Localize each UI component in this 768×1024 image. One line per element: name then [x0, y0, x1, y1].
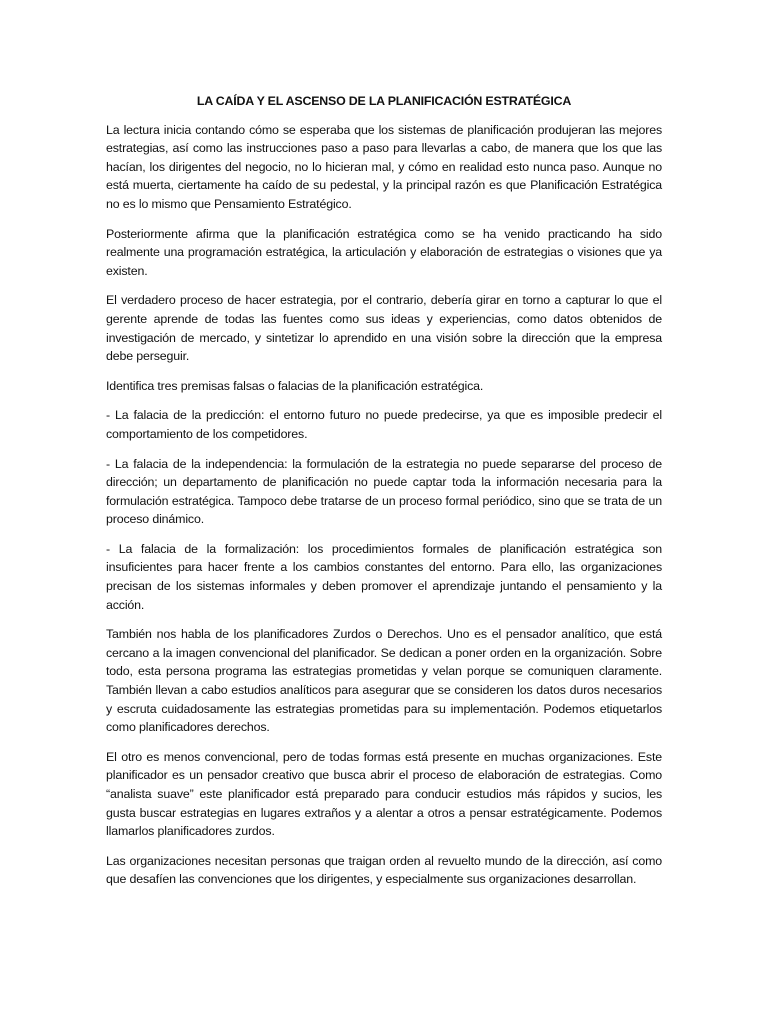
paragraph-left-planners: El otro es menos convencional, pero de todas formas está presente en muchas organizaciones. Este planificador es un pensador creativo que busca abrir el proceso de elaboración de estrategias. Como “analista suave” este planificador está preparado para conducir estudios más rápidos y sucios, les gusta buscar estrategias en lugares extraños y a alentar a otros a pensar estratégicamente. Podemos llamarlos planificadores zurdos. [106, 749, 662, 839]
paragraph-true-process: El verdadero proceso de hacer estrategia, por el contrario, debería girar en torno a capturar lo que el gerente aprende de todas las fuentes como sus ideas y experiencias, como datos obtenidos de investigación de mercado, y sintetizar lo aprendido en una visión sobre la dirección que la empresa debe perseguir. [106, 293, 662, 364]
document-title: LA CAÍDA Y EL ASCENSO DE LA PLANIFICACIÓN ESTRATÉGICA [196, 94, 572, 108]
paragraph-intro: La lectura inicia contando cómo se esperaba que los sistemas de planificación produjeran las mejores estrategias, así como las instrucciones paso a paso para llevarlas a cabo, de manera que los que las hacían, los dirigentes del negocio, no lo hicieran mal, y cómo en realidad esto nunca paso. Aunque no está muerta, ciertamente ha caído de su pedestal, y la principal razón es que Planificación Estratégica no es lo mismo que Pensamiento Estratégico. [106, 122, 662, 211]
document-page [106, 92, 662, 900]
paragraph-conclusion: Las organizaciones necesitan personas que traigan orden al revuelto mundo de la dirección, así como que desafíen las convenciones que los dirigentes, y especialmente sus organizaciones desarrollan. [106, 853, 662, 887]
paragraph-fallacy-prediction: - La falacia de la predicción: el entorno futuro no puede predecirse, ya que es imposible predecir el comportamiento de los competidores. [106, 408, 662, 441]
paragraph-programming: Posteriormente afirma que la planificación estratégica como se ha venido practicando ha sido realmente una programación estratégica, la articulación y elaboración de estrategias o visiones que ya existen. [106, 226, 662, 278]
paragraph-fallacy-formalization: - La falacia de la formalización: los procedimientos formales de planificación estratégica son insuficientes para hacer frente a los cambios constantes del entorno. Para ello, las organizaciones precisan de los sistemas informales y deben promover el aprendizaje juntando el pensamiento y la acción. [106, 541, 662, 612]
paragraph-fallacies-intro: Identifica tres premisas falsas o falacias de la planificación estratégica. [106, 378, 484, 393]
paragraph-right-planners: También nos habla de los planificadores Zurdos o Derechos. Uno es el pensador analítico, que está cercano a la imagen convencional del planificador. Se dedican a poner orden en la organización. Sobre todo, esta persona programa las estrategias prometidas y velan porque se comuniquen claramente. También llevan a cabo estudios analíticos para asegurar que se consideren los datos duros necesarios y escruta cuidadosamente las estrategias prometidas para su implementación. Podemos etiquetarlos como planificadores derechos. [106, 627, 662, 735]
paragraph-fallacy-independence: - La falacia de la independencia: la formulación de la estrategia no puede separarse del proceso de dirección; un departamento de planificación no puede captar toda la información necesaria para la formulación estratégica. Tampoco debe tratarse de un proceso formal periódico, sino que se trata de un proceso dinámico. [106, 456, 662, 527]
